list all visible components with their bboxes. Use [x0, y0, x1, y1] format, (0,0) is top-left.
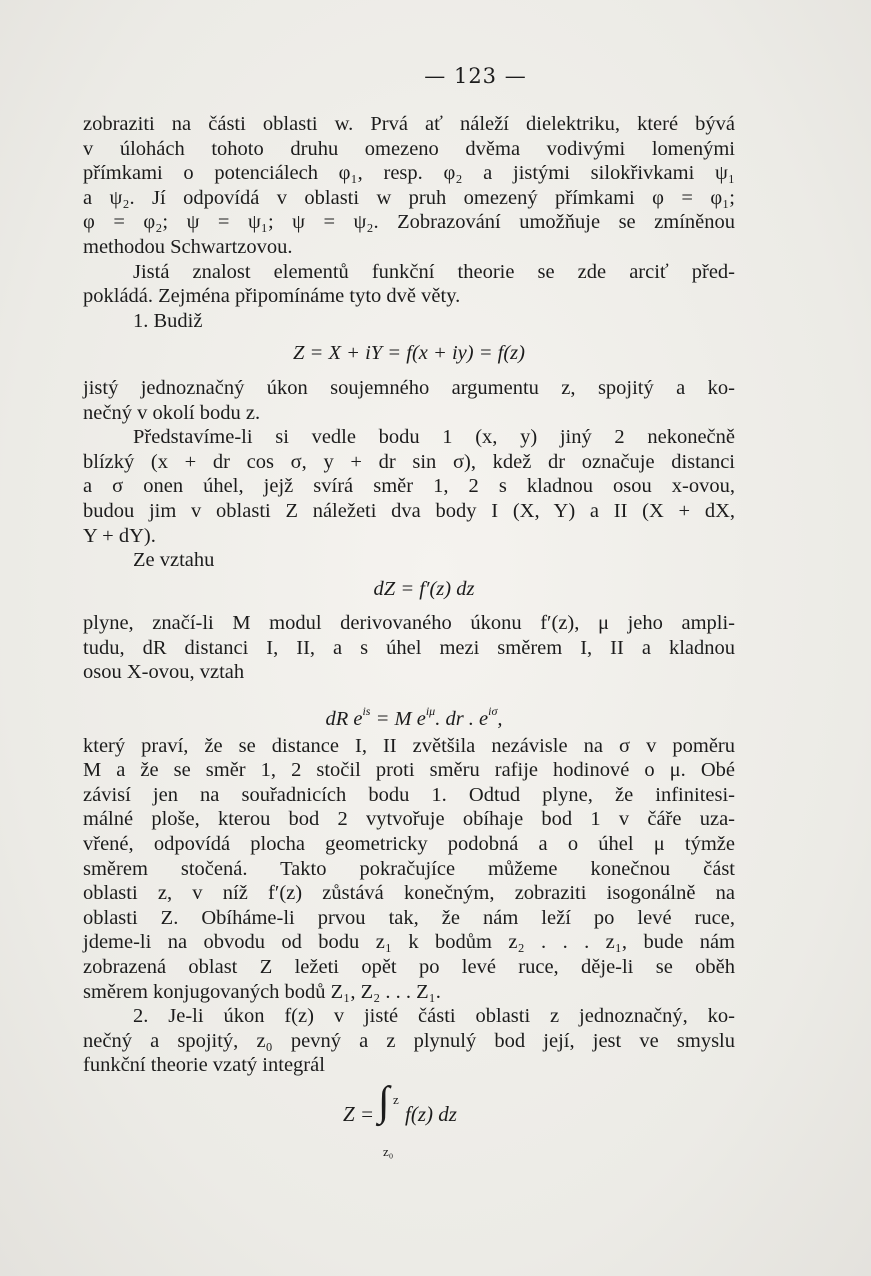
paragraph-1: [83, 112, 735, 260]
page-body: [83, 112, 735, 1158]
text-line: zobraziti na části oblasti w. Prvá ať náleží dielektriku, které bývá: [83, 113, 735, 135]
paragraph-2: [83, 260, 735, 309]
text-line: v úlohách tohoto druhu omezeno dvěma vodivými lomenými: [83, 137, 735, 160]
formula-4: [83, 1078, 735, 1159]
text-line: nečný a spojitý, z₀ pevný a z plynulý bod její, jest ve smyslu: [83, 1029, 735, 1052]
paragraph-6: [83, 611, 735, 685]
formula-4-integrand: f(z) dz: [405, 1101, 457, 1126]
paragraph-3: [83, 376, 735, 425]
text-line: nečný v okolí bodu z.: [83, 401, 261, 424]
text-line: jdeme-li na obvodu od bodu z₁ k bodům z₂ . . . z₁, bude nám: [83, 931, 735, 954]
formula-4-lhs: Z =: [343, 1101, 375, 1126]
formula-1: Z = X + iY = f(x + iy) = f(z): [292, 342, 525, 365]
text-line: budou jim v oblasti Z náležeti dva body I (X, Y) a II (X + dX,: [83, 499, 735, 522]
text-line: plyne, značí-li M modul derivovaného úkonu f′(z), μ jeho ampli-: [83, 612, 735, 635]
formula-3: [83, 699, 735, 731]
formula-3-eq: = M e: [370, 708, 426, 731]
formula-3-end: ,: [497, 708, 503, 731]
formula-3-lhs-exponent: is: [362, 704, 371, 719]
text-line: methodou Schwartzovou.: [83, 235, 293, 258]
integral-upper-limit: z: [393, 1091, 399, 1107]
formula-3-lhs: dR e: [325, 708, 363, 731]
text-line: blízký (x + dr cos σ, y + dr sin σ), kdež dr označuje distanci: [83, 450, 735, 473]
text-line: funkční theorie vzatý integrál: [83, 1054, 325, 1077]
paragraph-8: [83, 1004, 735, 1078]
text-line: oblasti z, v níž f′(z) zůstává konečným, zobraziti isogonálně na: [83, 882, 735, 905]
text-line: přímkami o potenciálech φ₁, resp. φ₂ a jistými silokřivkami ψ₁: [83, 162, 735, 185]
text-line: a ψ₂. Jí odpovídá v oblasti w pruh omezený přímkami φ = φ₁;: [83, 186, 735, 209]
page-number: — 123 —: [424, 64, 527, 88]
paragraph-5-intro: Ze vztahu: [133, 549, 215, 572]
text-line: Jistá znalost elementů funkční theorie se zde arciť před-: [133, 260, 735, 283]
text-line: jistý jednoznačný úkon soujemného argumentu z, spojitý a ko-: [83, 376, 735, 399]
text-line: směrem stočená. Takto pokračujíce můžeme konečnou část: [83, 857, 735, 880]
paragraph-7: [83, 734, 735, 1005]
text-line: zobrazená oblast Z ležeti opět po levé ruce, děje-li se oběh: [83, 956, 735, 978]
text-line: φ = φ₂; ψ = ψ₁; ψ = ψ₂. Zobrazování umožňuje se zmíněnou: [83, 211, 735, 234]
integral-sign: ∫: [378, 1078, 390, 1125]
formula-2: dZ = f′(z) dz: [373, 577, 475, 600]
text-line: Představíme-li si vedle bodu 1 (x, y) jiný 2 nekonečně: [133, 426, 735, 449]
integral-lower-limit: z₀: [383, 1143, 394, 1159]
text-line: tudu, dR distanci I, II, a s úhel mezi směrem I, II a kladnou: [83, 636, 735, 659]
item-1-intro: 1. Budiž: [133, 309, 203, 332]
text-line: oblasti Z. Obíháme-li prvou tak, že nám leží po levé ruce,: [83, 906, 735, 929]
formula-3-mid-exponent: iμ: [425, 704, 436, 719]
text-line: a σ onen úhel, jejž svírá směr 1, 2 s kladnou osou x-ovou,: [83, 475, 735, 498]
text-line: málné ploše, kterou bod 2 vytvořuje obíhaje bod 1 v čáře uza-: [83, 808, 735, 831]
text-line: který praví, že se distance I, II zvětšila nezávisle na σ v poměru: [83, 734, 735, 757]
text-line: vřené, odpovídá plocha geometricky podobná a o úhel μ týmže: [83, 833, 735, 856]
text-line: 2. Je-li úkon f(z) v jisté části oblasti z jednoznačný, ko-: [133, 1005, 735, 1028]
text-line: závisí jen na souřadnicích bodu 1. Odtud plyne, že infinitesi-: [83, 783, 735, 806]
text-line: osou X-ovou, vztah: [83, 661, 245, 684]
text-line: M a že se směr 1, 2 stočil proti směru rafije hodinové o μ. Obé: [83, 759, 735, 782]
formula-3-rhs: . dr . e: [435, 708, 489, 731]
text-line: pokládá. Zejména připomínáme tyto dvě věty.: [83, 285, 461, 308]
paragraph-4: [83, 425, 735, 548]
formula-3-rhs-exponent: iσ: [488, 704, 498, 719]
text-line: směrem konjugovaných bodů Z₁, Z₂ . . . Z₁.: [83, 980, 441, 1003]
text-line: Y + dY).: [83, 524, 156, 547]
